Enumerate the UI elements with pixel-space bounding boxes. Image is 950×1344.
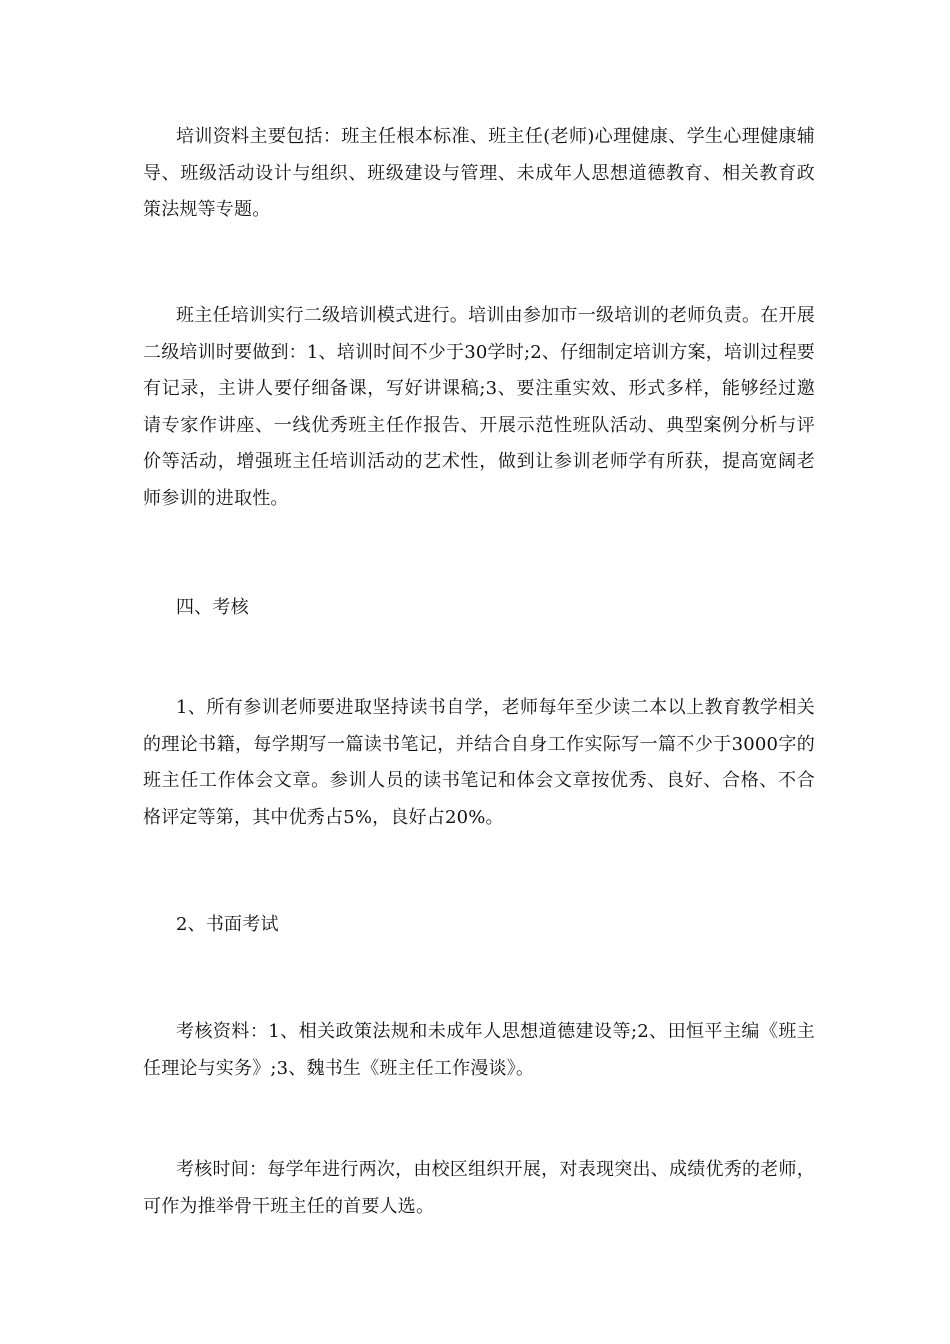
subheading-written-exam: 2、书面考试 [176,914,279,935]
paragraph-reading-requirement: 1、所有参训老师要进取坚持读书自学，老师每年至少读二本以上教育教学相关的理论书籍，每学期写一篇读书笔记，并结合自身工作实际写一篇不少于3000字的班主任工作体会文章。参训人员的读书笔记和体会文章按优秀、良好、合格、不合格评定等第，其中优秀占5%，良好占20%。 [143,697,815,828]
paragraph-training-mode: 班主任培训实行二级培训模式进行。培训由参加市一级培训的老师负责。在开展二级培训时要做到：1、培训时间不少于30学时;2、仔细制定培训方案，培训过程要有记录，主讲人要仔细备课，写好讲课稿;3、要注重实效、形式多样，能够经过邀请专家作讲座、一线优秀班主任作报告、开展示范性班队活动、典型案例分析与评价等活动，增强班主任培训活动的艺术性，做到让参训老师学有所获，提高宽阔老师参训的进取性。 [143,305,815,509]
paragraph-exam-time: 考核时间：每学年进行两次，由校区组织开展，对表现突出、成绩优秀的老师，可作为推举骨干班主任的首要人选。 [143,1159,815,1217]
paragraph-exam-materials: 考核资料：1、相关政策法规和未成年人思想道德建设等;2、田恒平主编《班主任理论与实务》;3、魏书生《班主任工作漫谈》。 [143,1021,815,1079]
section-heading-assessment: 四、考核 [176,597,249,618]
paragraph-training-content: 培训资料主要包括：班主任根本标准、班主任(老师)心理健康、学生心理健康辅导、班级活动设计与组织、班级建设与管理、未成年人思想道德教育、相关教育政策法规等专题。 [143,126,815,220]
